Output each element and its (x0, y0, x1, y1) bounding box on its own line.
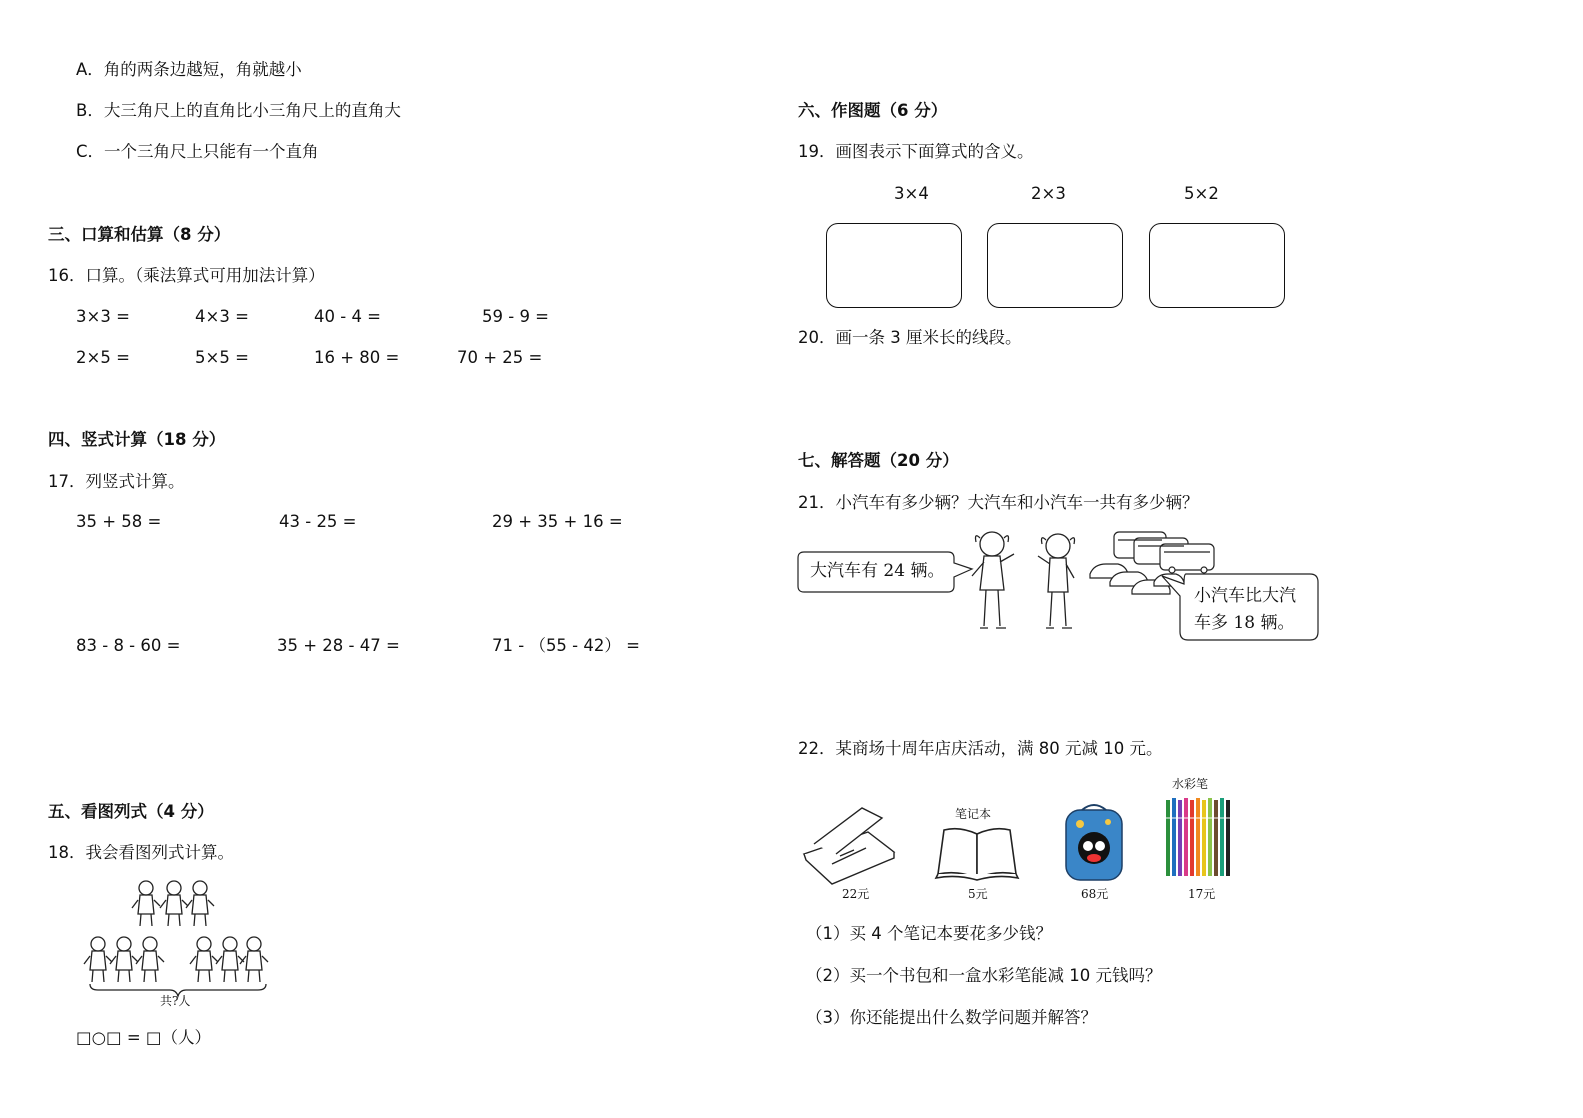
question-21: 21．小汽车有多少辆？大汽车和小汽车一共有多少辆？ (798, 493, 1199, 512)
calc-item: 59 - 9 = (482, 307, 550, 326)
notebook-image (936, 826, 1018, 880)
question-18: 18．我会看图列式计算。 (48, 843, 234, 862)
item-price: 5元 (968, 887, 988, 901)
calc-item: 16 + 80 = (314, 348, 400, 367)
option-a: A．角的两条边越短，角就越小 (76, 60, 302, 79)
item-label: 水彩笔 (1172, 777, 1209, 791)
calc-item: 40 - 4 = (314, 307, 382, 326)
option-c: C．一个三角尺上只能有一个直角 (76, 142, 319, 161)
vertical-calc-item: 71 - （55 - 42） = (492, 636, 640, 655)
question-17: 17．列竖式计算。 (48, 472, 185, 491)
section-7-title: 七、解答题（20 分） (798, 451, 959, 470)
backpack-image (1062, 800, 1126, 882)
expression: 5×2 (1184, 184, 1219, 203)
item-price: 68元 (1081, 887, 1109, 901)
figure-caption: 共?人 (160, 994, 191, 1008)
item-label: 笔记本 (955, 807, 992, 821)
section-3-title: 三、口算和估算（8 分） (48, 225, 231, 244)
section-5-title: 五、看图列式（4 分） (48, 802, 214, 821)
section-4-title: 四、竖式计算（18 分） (48, 430, 226, 449)
vertical-calc-item: 29 + 35 + 16 = (492, 512, 623, 531)
bubble-text-left: 大汽车有 24 辆。 (810, 561, 945, 581)
bubble-text-right-line2: 车多 18 辆。 (1194, 613, 1295, 633)
question-22: 22．某商场十周年店庆活动，满 80 元减 10 元。 (798, 739, 1163, 758)
children-figure (84, 880, 274, 1010)
sub-question-2: （2）买一个书包和一盒水彩笔能减 10 元钱吗？ (806, 966, 1162, 985)
answer-template: □○□ = □（人） (76, 1028, 211, 1047)
item-price: 22元 (842, 887, 870, 901)
section-6-title: 六、作图题（6 分） (798, 101, 948, 120)
expression: 3×4 (894, 184, 929, 203)
calc-item: 3×3 = (76, 307, 130, 326)
question-19: 19．画图表示下面算式的含义。 (798, 142, 1034, 161)
watercolor-pens-image (1164, 796, 1232, 880)
sub-question-3: （3）你还能提出什么数学问题并解答？ (806, 1008, 1097, 1027)
vertical-calc-item: 35 + 28 - 47 = (277, 636, 400, 655)
calc-item: 70 + 25 = (457, 348, 543, 367)
drawing-box[interactable] (826, 223, 962, 308)
pencil-case-image (802, 804, 898, 884)
drawing-box[interactable] (1149, 223, 1285, 308)
drawing-box[interactable] (987, 223, 1123, 308)
vertical-calc-item: 35 + 58 = (76, 512, 162, 531)
expression: 2×3 (1031, 184, 1066, 203)
girls-illustration (960, 528, 1090, 634)
question-20: 20．画一条 3 厘米长的线段。 (798, 328, 1022, 347)
calc-item: 5×5 = (195, 348, 249, 367)
option-b: B．大三角尺上的直角比小三角尺上的直角大 (76, 101, 401, 120)
bubble-text-right-line1: 小汽车比大汽 (1194, 586, 1296, 606)
question-16: 16．口算。（乘法算式可用加法计算） (48, 266, 325, 285)
item-price: 17元 (1188, 887, 1216, 901)
vertical-calc-item: 43 - 25 = (279, 512, 357, 531)
vertical-calc-item: 83 - 8 - 60 = (76, 636, 181, 655)
calc-item: 4×3 = (195, 307, 249, 326)
calc-item: 2×5 = (76, 348, 130, 367)
sub-question-1: （1）买 4 个笔记本要花多少钱？ (806, 924, 1052, 943)
